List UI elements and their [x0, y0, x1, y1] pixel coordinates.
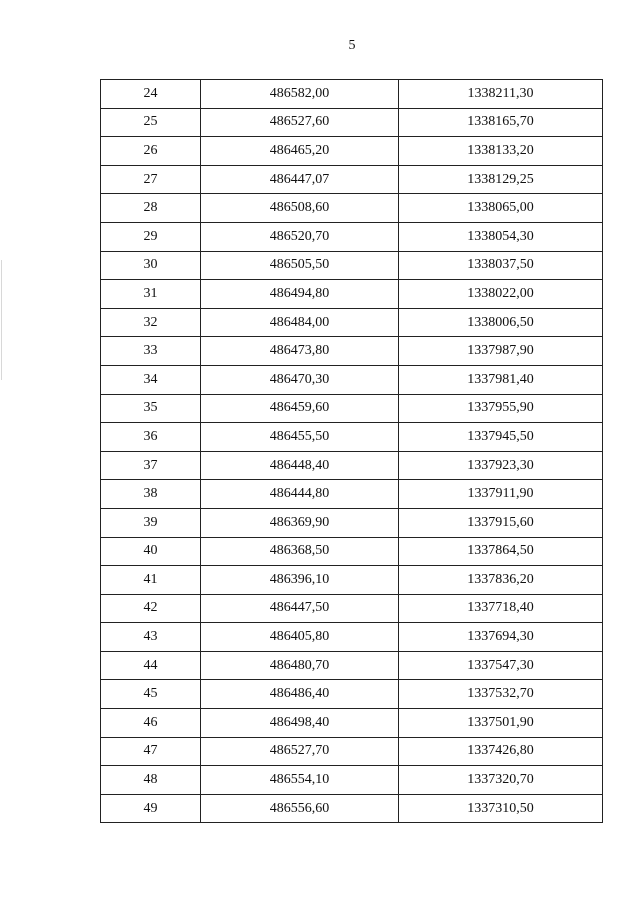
table-row — [101, 737, 603, 766]
point-number-cell: 35 — [101, 394, 201, 423]
point-number-cell: 48 — [101, 766, 201, 795]
table-row — [101, 680, 603, 709]
x-coordinate-cell: 486470,30 — [201, 365, 399, 394]
point-number-cell: 46 — [101, 709, 201, 738]
point-number-cell: 26 — [101, 137, 201, 166]
y-coordinate-cell: 1337923,30 — [399, 451, 603, 480]
y-coordinate-cell: 1338006,50 — [399, 308, 603, 337]
coordinates-table-body — [101, 80, 603, 823]
table-row — [101, 194, 603, 223]
x-coordinate-cell: 486486,40 — [201, 680, 399, 709]
y-coordinate-cell: 1338022,00 — [399, 280, 603, 309]
y-coordinate-cell: 1337532,70 — [399, 680, 603, 709]
x-coordinate-cell: 486554,10 — [201, 766, 399, 795]
table-row — [101, 337, 603, 366]
point-number-cell: 27 — [101, 165, 201, 194]
table-row — [101, 451, 603, 480]
x-coordinate-cell: 486465,20 — [201, 137, 399, 166]
coordinates-table — [100, 79, 603, 823]
table-row — [101, 365, 603, 394]
y-coordinate-cell: 1337310,50 — [399, 794, 603, 823]
point-number-cell: 38 — [101, 480, 201, 509]
y-coordinate-cell: 1337694,30 — [399, 623, 603, 652]
page-number: 5 — [348, 38, 356, 53]
point-number-cell: 42 — [101, 594, 201, 623]
table-row — [101, 137, 603, 166]
y-coordinate-cell: 1337945,50 — [399, 423, 603, 452]
point-number-cell: 30 — [101, 251, 201, 280]
y-coordinate-cell: 1338133,20 — [399, 137, 603, 166]
table-row — [101, 651, 603, 680]
y-coordinate-cell: 1337501,90 — [399, 709, 603, 738]
scan-edge-mark — [1, 260, 2, 380]
x-coordinate-cell: 486473,80 — [201, 337, 399, 366]
point-number-cell: 29 — [101, 222, 201, 251]
x-coordinate-cell: 486396,10 — [201, 566, 399, 595]
table-row — [101, 280, 603, 309]
y-coordinate-cell: 1338054,30 — [399, 222, 603, 251]
table-row — [101, 766, 603, 795]
table-row — [101, 222, 603, 251]
y-coordinate-cell: 1337987,90 — [399, 337, 603, 366]
x-coordinate-cell: 486508,60 — [201, 194, 399, 223]
table-row — [101, 566, 603, 595]
x-coordinate-cell: 486369,90 — [201, 508, 399, 537]
x-coordinate-cell: 486527,60 — [201, 108, 399, 137]
point-number-cell: 24 — [101, 80, 201, 109]
x-coordinate-cell: 486447,07 — [201, 165, 399, 194]
point-number-cell: 40 — [101, 537, 201, 566]
table-row — [101, 80, 603, 109]
table-row — [101, 423, 603, 452]
point-number-cell: 31 — [101, 280, 201, 309]
point-number-cell: 34 — [101, 365, 201, 394]
point-number-cell: 43 — [101, 623, 201, 652]
x-coordinate-cell: 486480,70 — [201, 651, 399, 680]
point-number-cell: 41 — [101, 566, 201, 595]
y-coordinate-cell: 1337718,40 — [399, 594, 603, 623]
table-row — [101, 594, 603, 623]
y-coordinate-cell: 1337955,90 — [399, 394, 603, 423]
point-number-cell: 39 — [101, 508, 201, 537]
x-coordinate-cell: 486505,50 — [201, 251, 399, 280]
point-number-cell: 36 — [101, 423, 201, 452]
point-number-cell: 45 — [101, 680, 201, 709]
y-coordinate-cell: 1338211,30 — [399, 80, 603, 109]
point-number-cell: 28 — [101, 194, 201, 223]
y-coordinate-cell: 1337426,80 — [399, 737, 603, 766]
x-coordinate-cell: 486494,80 — [201, 280, 399, 309]
point-number-cell: 25 — [101, 108, 201, 137]
y-coordinate-cell: 1337864,50 — [399, 537, 603, 566]
table-row — [101, 794, 603, 823]
x-coordinate-cell: 486484,00 — [201, 308, 399, 337]
table-row — [101, 508, 603, 537]
table-row — [101, 709, 603, 738]
y-coordinate-cell: 1337547,30 — [399, 651, 603, 680]
x-coordinate-cell: 486582,00 — [201, 80, 399, 109]
y-coordinate-cell: 1337911,90 — [399, 480, 603, 509]
point-number-cell: 47 — [101, 737, 201, 766]
x-coordinate-cell: 486455,50 — [201, 423, 399, 452]
x-coordinate-cell: 486444,80 — [201, 480, 399, 509]
point-number-cell: 44 — [101, 651, 201, 680]
point-number-cell: 49 — [101, 794, 201, 823]
x-coordinate-cell: 486520,70 — [201, 222, 399, 251]
y-coordinate-cell: 1337836,20 — [399, 566, 603, 595]
x-coordinate-cell: 486448,40 — [201, 451, 399, 480]
y-coordinate-cell: 1338065,00 — [399, 194, 603, 223]
table-row — [101, 480, 603, 509]
y-coordinate-cell: 1338165,70 — [399, 108, 603, 137]
y-coordinate-cell: 1338129,25 — [399, 165, 603, 194]
point-number-cell: 32 — [101, 308, 201, 337]
point-number-cell: 37 — [101, 451, 201, 480]
table-row — [101, 623, 603, 652]
y-coordinate-cell: 1337915,60 — [399, 508, 603, 537]
x-coordinate-cell: 486527,70 — [201, 737, 399, 766]
table-row — [101, 165, 603, 194]
point-number-cell: 33 — [101, 337, 201, 366]
x-coordinate-cell: 486459,60 — [201, 394, 399, 423]
x-coordinate-cell: 486368,50 — [201, 537, 399, 566]
table-row — [101, 251, 603, 280]
x-coordinate-cell: 486447,50 — [201, 594, 399, 623]
table-row — [101, 308, 603, 337]
y-coordinate-cell: 1338037,50 — [399, 251, 603, 280]
table-row — [101, 394, 603, 423]
x-coordinate-cell: 486405,80 — [201, 623, 399, 652]
y-coordinate-cell: 1337320,70 — [399, 766, 603, 795]
x-coordinate-cell: 486556,60 — [201, 794, 399, 823]
x-coordinate-cell: 486498,40 — [201, 709, 399, 738]
y-coordinate-cell: 1337981,40 — [399, 365, 603, 394]
table-row — [101, 108, 603, 137]
table-row — [101, 537, 603, 566]
